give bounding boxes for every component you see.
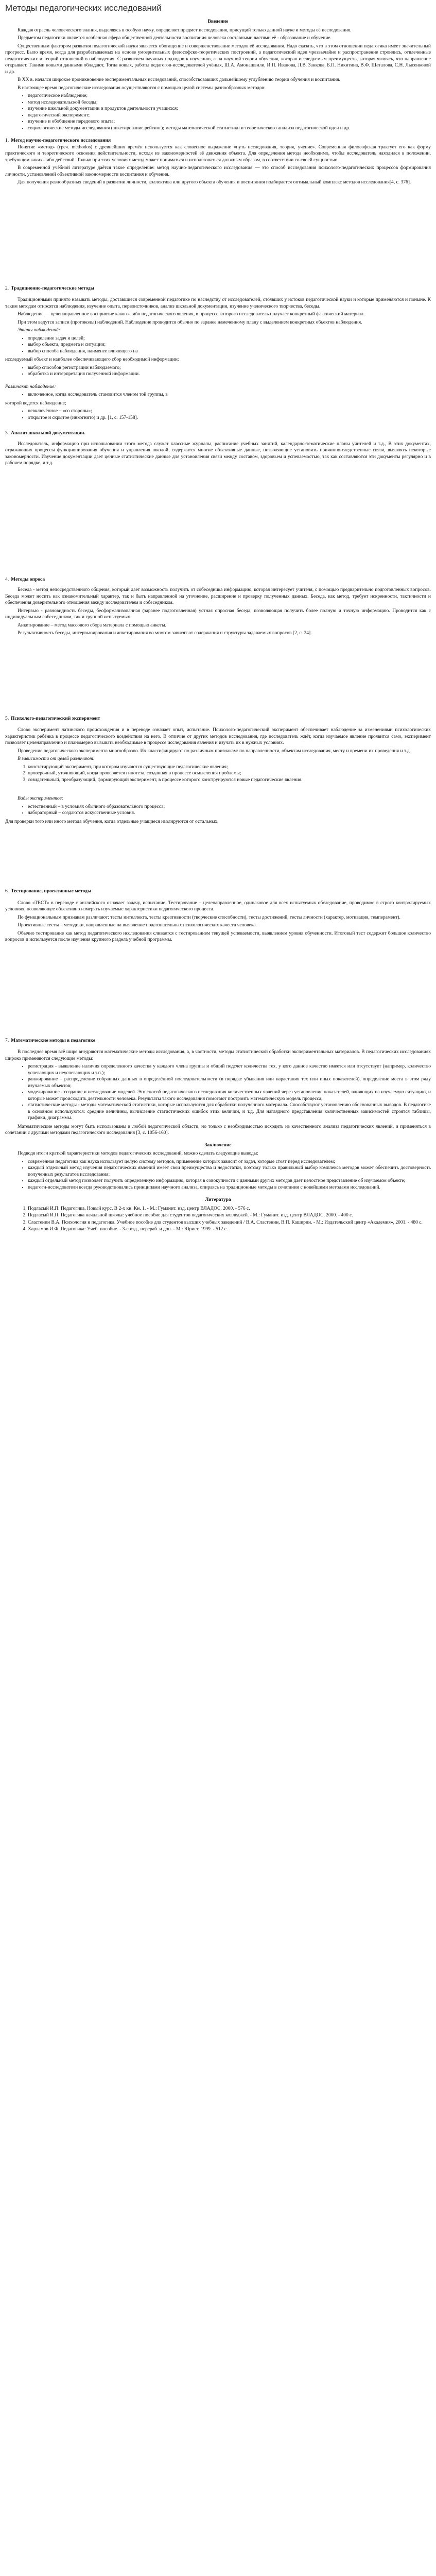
- math-methods-list: [5, 1063, 431, 1122]
- section-paragraph: Обычно тестирование как метод педагогического исследования сливается с тестированием текущей успеваемости, выявлением уровня обученности. Итоговый тест содержит большое количество вопросов и используется после изучения крупного раздела учебной программы.: [5, 930, 431, 942]
- reference-item: 1. Подласый И.П. Педагогика. Новый курс. В 2-х кн. Кн. 1. - М.: Гуманит. изд. центр ВЛАДОС, 2000. - 576 с.: [28, 1206, 431, 1212]
- section-paragraph: Математические методы могут быть использованы в любой педагогической области, но только с необходимостью исходить из качественного анализа педагогических явлений, и применяться в сочетании с другими методами педагогического исследования [3, с. 1056-160].: [5, 1124, 431, 1136]
- intro-paragraph: В настоящее время педагогические исследования осуществляются с помощью целой системы разнообразных методов:: [18, 85, 266, 91]
- list-item: 3. созидательный, преобразующий, формирующий эксперимент, в процессе которого конструируются новые педагогические явления.: [28, 777, 431, 784]
- section-paragraph: Интервью - разновидность беседы, бесформализованная (заранее подготовленная) устная опросная беседа, позволяющая получить более полную и точную информацию. Проводится как с индивидуальным собеседником, так и группой испытуемых.: [5, 608, 431, 620]
- section-paragraph: В последнее время всё шире внедряются математические методы исследования, а, в частности, методы статистической обработки экспериментальных материалов. В педагогических исследованиях широко применяются следующие методы:: [5, 1049, 431, 1061]
- list-item: • невключённое – «со стороны»;: [28, 408, 431, 415]
- list-item: • педагогическое наблюдение;: [28, 93, 431, 99]
- literature-heading: Литература: [205, 1197, 231, 1202]
- list-item: 2. проверочный, уточняющий, когда проверяется гипотеза, созданная в процессе осмысления проблемы;: [28, 770, 431, 777]
- section-paragraph: Наблюдение — целенаправленное восприятие какого-либо педагогического явления, в процессе которого исследователь получает конкретный фактический материал.: [18, 312, 365, 317]
- section-title: Тестирование, проективные методы: [11, 889, 92, 894]
- section-number: 2.: [5, 285, 9, 291]
- section-heading: [5, 1038, 431, 1044]
- list-item: • определение задач и целей;: [28, 335, 431, 342]
- section-number: 7.: [5, 1038, 9, 1043]
- section-paragraph: В современной учёбной литературе даётся такое определение: метод научно-педагогического исследования — это способ исследования психолого-педагогических процессов формирования личности, установлений объективной закономерности воспитания и обучения.: [5, 165, 431, 177]
- reference-item: 2. Подласый И.П. Педагогика начальной школы: учебное пособие для студентов педагогических колледжей. - М.: Гуманит. изд. центр ВЛАДОС, 2000. - 400 с.: [28, 1212, 431, 1219]
- section-number: 5.: [5, 716, 9, 721]
- section-title: Методы опроса: [11, 577, 45, 582]
- section-paragraph: Для получения разнообразных сведений в развитии личности, коллектива или другого объекта обучения и воспитания подбирается оптимальный комплекс методов исследования[4, с. 376].: [18, 180, 411, 185]
- section-number: 4.: [5, 577, 9, 582]
- list-item: • естественный – в условиях обычного образовательного процесса;: [28, 804, 431, 810]
- section-number: 6.: [5, 889, 9, 894]
- conclusion-list: [5, 1159, 431, 1191]
- section-paragraph: По функциональным признакам различают: тесты интеллекта, тесты креативности (творческие способности), тесты достижений, тесты личности (характер, мотивация, темперамент).: [18, 914, 400, 920]
- section-number: 1.: [5, 138, 9, 143]
- section-title: Анализ школьной документации.: [11, 431, 85, 436]
- list-item: • современная педагогика как наука использует целую систему методов, применение которых зависит от задач, которые стоят перед исследователем;: [28, 1159, 431, 1165]
- experiment-types-list: [5, 804, 431, 817]
- stages-list: [5, 365, 431, 378]
- list-item: • выбор объекта, предмета и ситуации;: [28, 342, 431, 348]
- experiment-goals-list: [5, 764, 431, 784]
- section-title: Психолого-педагогический эксперимент: [11, 716, 100, 721]
- conclusion-paragraph: Подводя итоги краткой характеристики методов педагогических исследований, можно сделать следующие выводы:: [18, 1151, 258, 1156]
- section-paragraph: Слово «ТЕСТ» в переводе с английского означает задачу, испытание. Тестирование – целенаправленное, одинаковое для всех испытуемых обследование, проводимое в строго контролируемых условиях, позволяющее объективно измерять изучаемые характеристики педагогического процесса.: [5, 900, 431, 912]
- list-item: • педагоги-исследователи всегда руководствовались принципами научного анализа, опираясь на традиционные методы в сочетании с новейшими методами исследований.: [28, 1184, 431, 1191]
- section-paragraph: Различают наблюдение:: [5, 384, 56, 389]
- section-title: Математические методы в педагогике: [11, 1038, 95, 1043]
- list-item: • каждый отдельный метод позволяет получить определенную информацию, которая в совокупности с данными других методов дает целостное представление об изучаемом объекте;: [28, 1178, 431, 1184]
- intro-paragraph: Предметом педагогики является особенная сфера общественной деятельности воспитания человека составными частями её - образование и обучение.: [18, 36, 332, 41]
- types-list: [5, 408, 431, 421]
- section-paragraph: Этапы наблюдений:: [18, 328, 60, 333]
- literature-list: [5, 1206, 431, 1233]
- list-item: • каждый отдельный метод изучения педагогических явлений имеет свои преимущества и недостатки, поэтому только правильный выбор комплекса методов может обеспечить достоверность полученных результатов исследования;: [28, 1165, 431, 1178]
- section-title: Традиционно-педагогические методы: [11, 285, 95, 291]
- list-item: • изучение школьной документации и продуктов деятельности учащихся;: [28, 106, 431, 112]
- section-paragraph: которой ведется наблюдение;: [5, 400, 66, 406]
- section-heading: [5, 888, 431, 895]
- list-item: • выбор способа наблюдения, наименее влияющего на: [28, 348, 431, 355]
- section-paragraph: Понятие «метод» (греч. methodos) с древнейших времён используется как словесное выражение «путь исследования, теория, учение». Современная философская трактует его как форму практического и теоретического освоения действительности, исходя из закономерностей её движения объекта. Для определения метода необходимо, чтобы исследователь находился в положении, требующем каких-либо действий. Только при этих условиях метод может пониматься и использоваться должным образом, в соответствии со своей сущностью.: [5, 144, 431, 163]
- conclusion-heading: Заключение: [204, 1142, 232, 1148]
- section-paragraph: Проведение педагогического эксперимента многообразно. Их классифицируют по различным признакам: по направленности, объектам исследования, месту и времени их проведения и т.д.: [18, 748, 411, 754]
- intro-paragraph: Существенным фактором развития педагогической науки является обогащение и совершенствование методов её исследования. Надо сказать, что в этом отношении педагогика имеет значительный прогресс. Было время, когда для разрабатываемых на основе умозрительных философско-теоретических построений, а педагогический идеи чрезвычайно и распространение строились, отвлеченные педагогических и теорий отношений в наблюдения. С развитием научных подходов к изучению, а на научной теории обучения, которая исследуемым преимуществ, которая являясь, что направление открывает. Такими новыми данными обладают, Тогда новых, работы педагогов-исследователей учёных, Ш.А. Амонашвили, И.П. Иванова, Л.В. Занкова, Б.П. Никитина, В.Ф. Шаталова, С.Н. Лысенковой и др.: [5, 43, 431, 75]
- list-item: • открытое и скрытое (инкогнито) и др. [1, с. 157-158].: [28, 415, 431, 421]
- section-paragraph: Виды экспериментов:: [18, 796, 64, 801]
- section-paragraph: Проективные тесты – методики, направленные на выявление подсознательных психологических качеств человека.: [18, 923, 257, 928]
- intro-paragraph: Каждая отрасль человеческого знания, выделяясь в особую науку, определяет предмет исследования, присущий только данной науке и методы её исследования.: [18, 27, 352, 33]
- list-item: • статистические методы - методы математической статистики, которые используются для обработки полученного материала. Способствуют установлению обоснованных выводов. В педагогике в основном используются: средние величины, вычисление статистических ошибок этих величин, и т.д. Для наглядного представления количественных зависимостей строятся таблицы, графики, диаграммы.: [28, 1102, 431, 1122]
- section-paragraph: Анкетирование – метод массового сбора материала с помощью анкеты.: [18, 622, 166, 628]
- section-paragraph: Традиционными принято называть методы, доставшиеся современной педагогике по наследству от исследователей, стоявших у истоков педагогической науки и которые применяются и поныне. К таким методам относятся наблюдения, изучение опыта, первоисточников, анализ школьной документации, изучение ученического творчества, беседы.: [5, 297, 431, 309]
- section-paragraph: При этом ведутся записи (протоколы) наблюдений. Наблюдение проводится обычно по заранее намеченному плану с выделением конкретных объектов наблюдения.: [18, 319, 362, 325]
- stages-list: [5, 335, 431, 355]
- section-paragraph: В зависимости от целей различают:: [18, 756, 95, 761]
- list-item: • социологические методы исследования (анкетирование рейтинг); методы математической статистики и теоретического анализа педагогической идеи и др.: [28, 125, 431, 132]
- section-title: Метод научно-педагогического исследования: [11, 138, 111, 143]
- section-heading: [5, 285, 431, 292]
- section-paragraph: исследуемый объект и наиболее обеспечивающего сбор необходимой информации;: [5, 357, 179, 362]
- intro-paragraph: В ХХ в. начался широкое проникновение экспериментальных исследований, способствовавших дальнейшему углублению теории обучения и воспитания.: [18, 77, 340, 82]
- section-heading: [5, 716, 431, 722]
- list-item: 1. констатирующий эксперимент, при котором изучаются существующие педагогические явления;: [28, 764, 431, 771]
- types-list: [5, 392, 431, 398]
- section-paragraph: Беседа - метод непосредственного общения, который дает возможность получить от собеседника информацию, которая интересует учителя, с помощью предварительно подготовленных вопросов. Беседа может носить как ознакомительный характер, так и быть направленной на уточнение, расширение и проверку полученных данных. Беседа, как метод, требует искренности, тактичности и обеспечения доверительного отношения между исследователем и собеседником.: [5, 587, 431, 605]
- list-item: • обработка и интерпретация полученной информации.: [28, 371, 431, 378]
- list-item: • педагогический эксперимент;: [28, 112, 431, 119]
- section-number: 3.: [5, 431, 9, 436]
- section-paragraph: Исследователь, информацию при использовании этого метода служат классные журналы, расписание учебных занятий, календарно-тематические планы учителей и т.д., В этих документах, отражающих процессы функционирования обучения и управления школой, содержатся многие объективные данные, позволяющие установить причинно-следственные связи, выявлять некоторые закономерности. Изучение документации дает ценные статистические данные для установления связи между составом, здоровьем и успеваемостью, так как составляются эти документы регулярно и в рабочем порядке, и т.д.: [5, 441, 431, 466]
- reference-item: 4. Харламов И.Ф. Педагогика: Учеб. пособие. - 3-е изд., перераб. и доп. - М.: Юрист, 1999. - 512 с.: [28, 1226, 431, 1233]
- list-item: • изучение и обобщение передового опыта;: [28, 118, 431, 125]
- list-item: • лабораторный – создаются искусственные условия.: [28, 810, 431, 817]
- methods-list: [5, 93, 431, 131]
- list-item: • включенное, когда исследователь становится членом той группы, в: [28, 392, 431, 398]
- section-paragraph: Результативность беседы, интервьюирования и анкетирования во многом зависят от содержания и структуры задаваемых вопросов [2, с. 24].: [18, 631, 312, 636]
- list-item: • регистрация - выявление наличия определенного качества у каждого члена группы и общий подсчет количества тех, у кого данное качество имеется или отсутствует (например, количество успевающих и неуспевающих и т.п.);: [28, 1063, 431, 1076]
- section-paragraph: Для проверки того или иного метода обучения, когда отдельные учащиеся изолируются от остальных.: [5, 819, 219, 824]
- list-item: • выбор способов регистрации наблюдаемого;: [28, 365, 431, 371]
- list-item: • ранжирование – распределение собранных данных в определённой последовательности (в порядке убывания или нарастания тех или иных показателей), определение места в этом ряду изучаемых объектов;: [28, 1076, 431, 1089]
- list-item: • моделирование - создание и исследование моделей. Это способ педагогического исследования количественных явлений через установление показателей, влияющих на изучаемую ситуацию, и которые может происходить деятельности человека. Результаты такого исследования помогают построить математическую модель процесса;: [28, 1089, 431, 1102]
- section-heading: [5, 138, 431, 144]
- section-heading: [5, 577, 431, 583]
- intro-heading: Введение: [207, 19, 229, 24]
- page-title: Методы педагогических исследований: [5, 3, 162, 13]
- section-paragraph: Слово эксперимент латинского происхождения и в переводе означает опыт, испытание. Психолого-педагогический эксперимент обеспечивает наблюдение за изменениями психологических характеристик ребёнка в процессе педагогического воздействия на него. В отличие от других методов исследования, где исследователь ждёт, когда изучаемое явление проявится само, эксперимент позволяет целенаправленно и планомерно вызывать необходимые в процессе исследования явления и изучать их в нужных условиях.: [5, 727, 431, 745]
- reference-item: 3. Сластенин В.А. Психология и педагогика. Учебное пособие для студентов высших учебных заведений / В.А. Сластенин, В.П. Каширин. - М.: Издательский центр «Академия», 2001. - 480 с.: [28, 1219, 431, 1226]
- document-body: [5, 19, 431, 1233]
- list-item: • метод исследовательской беседы;: [28, 99, 431, 106]
- section-heading: [5, 430, 431, 437]
